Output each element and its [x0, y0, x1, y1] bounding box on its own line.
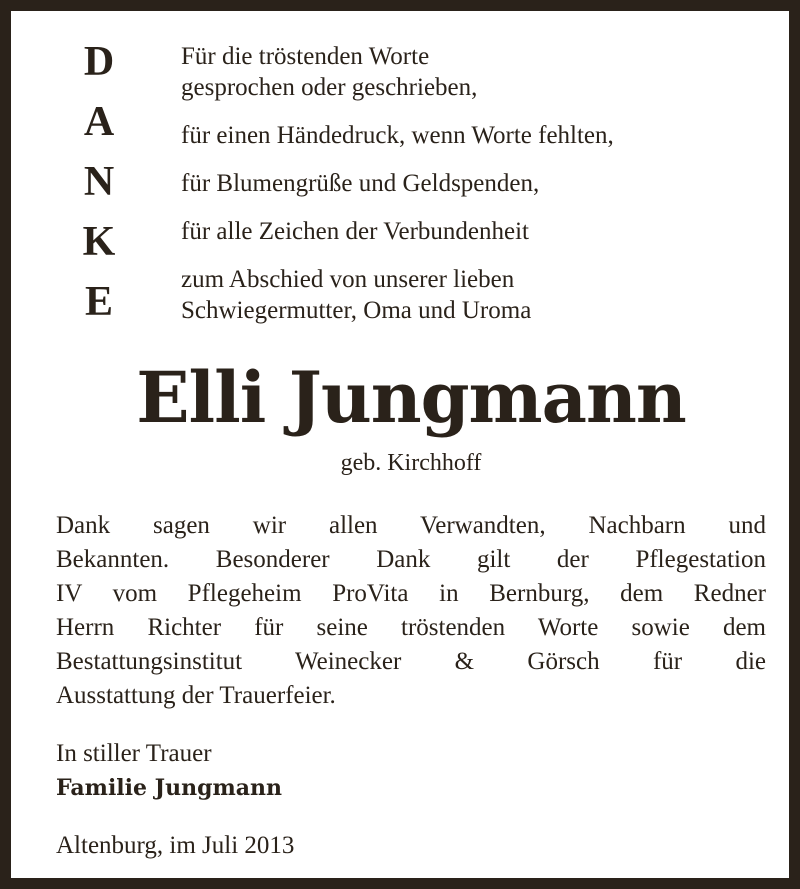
paragraph-line: IV vom Pflegeheim ProVita in Bernburg, dem Redner: [56, 580, 766, 607]
acknowledgement-paragraph: [56, 509, 766, 713]
danke-letter: D: [83, 39, 115, 85]
thanks-item: [181, 168, 781, 199]
thanks-item: [181, 41, 781, 103]
mourning-line: In stiller Trauer: [56, 740, 212, 767]
thanks-line: Für die tröstenden Worte: [181, 43, 430, 70]
thanks-item: [181, 216, 781, 247]
danke-letter: K: [82, 219, 116, 265]
thanks-item: [181, 120, 781, 151]
paragraph-line: Bestattungsinstitut Weinecker & Görsch für die: [56, 648, 766, 675]
family-name: Familie Jungmann: [56, 775, 282, 801]
thanks-line: gesprochen oder geschrieben,: [181, 74, 478, 101]
deceased-name: Elli Jungmann: [136, 356, 686, 439]
thanks-line: für Blumengrüße und Geldspenden,: [181, 170, 540, 197]
paragraph-line: Dank sagen wir allen Verwandten, Nachbarn und: [56, 512, 766, 539]
thanks-list: [181, 41, 781, 343]
thanks-line: für einen Händedruck, wenn Worte fehlten,: [181, 122, 614, 149]
thanks-line: Schwiegermutter, Oma und Uroma: [181, 297, 532, 324]
danke-letter: A: [83, 99, 115, 145]
thanks-line: zum Abschied von unserer lieben: [181, 266, 515, 293]
thanks-line: für alle Zeichen der Verbundenheit: [181, 218, 529, 245]
maiden-name: geb. Kirchhoff: [340, 450, 482, 476]
paragraph-line: Bekannten. Besonderer Dank gilt der Pflegestation: [56, 546, 766, 573]
danke-letter: E: [84, 279, 113, 325]
danke-vertical-heading: [69, 41, 129, 341]
paragraph-line: Herrn Richter für seine tröstenden Worte sowie dem: [56, 614, 766, 641]
thanks-item: [181, 264, 781, 326]
paragraph-line: Ausstattung der Trauerfeier.: [56, 682, 336, 709]
danke-letter: N: [83, 159, 115, 205]
signoff: [56, 737, 282, 805]
place-date: Altenburg, im Juli 2013: [56, 832, 295, 859]
